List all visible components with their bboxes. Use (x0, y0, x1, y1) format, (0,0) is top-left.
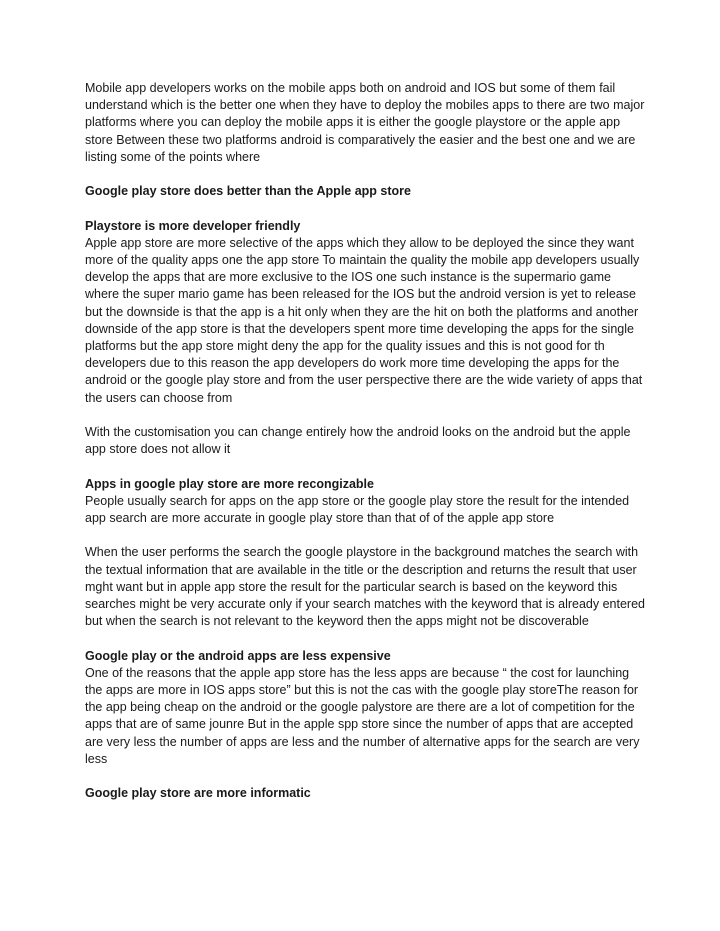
section2-body: People usually search for apps on the app store or the google play store the result for the intended app search are more accurate in google play store than that of of the apple app store (85, 493, 630, 526)
section4-heading: Google play store are more informatic (85, 786, 311, 801)
search-paragraph: When the user performs the search the google playstore in the background matches the search with the textual information that are available in the title or the description and returns the result that user mght want but in apple app store the result for the particular search is based on the keyword this searches might be very accurate only if your search matches with the keyword that is already entered but when the search is not relevant to the keyword then the apps might not be discoverable (85, 545, 645, 629)
customisation-paragraph: With the customisation you can change entirely how the android looks on the android but the apple app store does not allow it (85, 425, 631, 457)
intro-paragraph: Mobile app developers works on the mobile apps both on android and IOS but some of them fail understand which is the better one when they have to deploy the mobiles apps to there are two major platforms where you can deploy the mobile apps it is either the google playstore or the apple app store Between these two platforms android is comparatively the easier and the best one and we are listing some of the points where (85, 81, 645, 164)
main-heading: Google play store does better than the Apple app store (85, 184, 411, 199)
section1-body: Apple app store are more selective of the apps which they allow to be deployed the since they want more of the quality apps one the app store To maintain the quality the mobile app developers usually develop the apps that are more exclusive to the IOS one such instance is the supermario game where the super mario game has been released for the IOS but the android version is yet to release but the downside is that the app is a hit only when they are the hit on both the platforms and another downside of the app store is that the developers spent more time developing the apps for the single platforms but the app store might deny the app for the quality issues and this is not good for th developers due to this reason the app developers do work more time developing the apps for the android or the google play store and from the user perspective there are the wide variety of apps that the users can choose from (85, 235, 643, 405)
section1-heading: Playstore is more developer friendly (85, 218, 301, 233)
document-page (85, 80, 645, 802)
section2-heading: Apps in google play store are more recongizable (85, 476, 374, 491)
section3-heading: Google play or the android apps are less expensive (85, 648, 391, 663)
section3-body: One of the reasons that the apple app store has the less apps are because “ the cost for launching the apps are more in IOS apps store” but this is not the cas with the google play storeThe reason for the app being cheap on the android or the google palystore are there are a lot of competition for the apps that are of same jounre But in the apple spp store since the number of apps that are accepted are very less the number of apps are less and the number of alternative apps for the search are very less (85, 665, 640, 766)
